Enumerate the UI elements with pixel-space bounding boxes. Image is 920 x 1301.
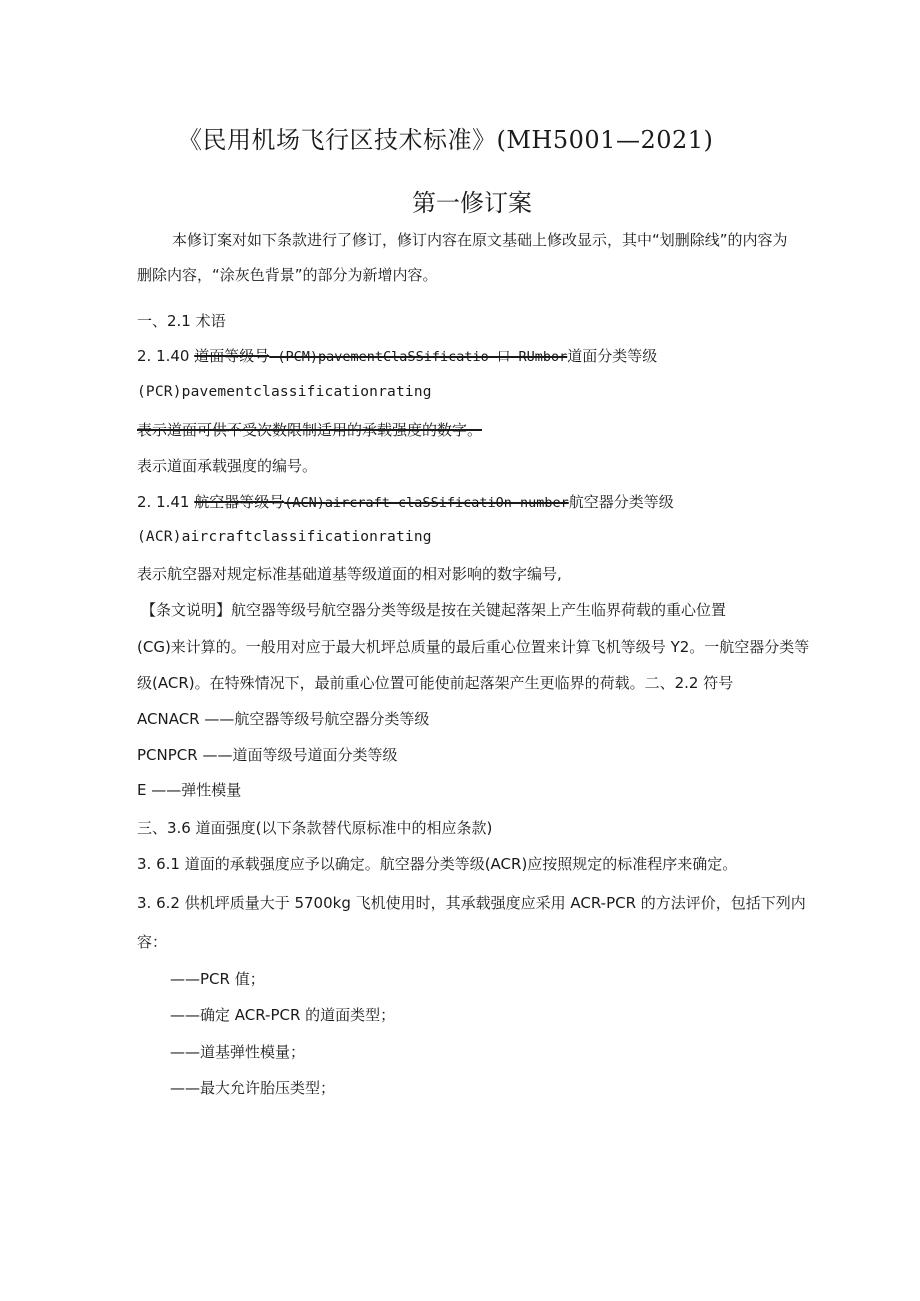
clause-3-6-2-line2: 容： <box>137 933 168 951</box>
deleted-term-en: (ACN)aircraft-claSSificatiOn-number <box>284 495 569 511</box>
list-item: ——PCR 值； <box>170 970 265 988</box>
clause-3-6-1: 3. 6.1 道面的承载强度应予以确定。航空器分类等级(ACR)应按照规定的标准程序来确定。 <box>137 855 738 873</box>
term-2-1-40 <box>137 346 657 367</box>
list-item: ——最大允许胎压类型； <box>170 1079 336 1097</box>
term-number: 2. 1.41 <box>137 493 195 511</box>
section3-heading: 三、3.6 道面强度(以下条款替代原标准中的相应条款) <box>137 819 493 837</box>
new-definition: 表示道面承载强度的编号。 <box>137 457 318 475</box>
deleted-term-en: -(PCM)pavementClaSSificatio 口 RUmbor <box>269 349 568 365</box>
clause-note-line1: 【条文说明】航空器等级号航空器分类等级是按在关键起落架上产生临界荷载的重心位置 <box>141 601 727 619</box>
symbol-e: E ——弹性模量 <box>137 781 242 799</box>
deleted-term-cn: 道面等级号 <box>194 347 270 365</box>
intro-paragraph-line1: 本修订案对如下条款进行了修订，修订内容在原文基础上修改显示，其中“划删除线”的内容为 <box>172 231 788 249</box>
symbol-pcr: PCNPCR ——道面等级号道面分类等级 <box>137 746 398 764</box>
new-term-cn: 道面分类等级 <box>567 347 658 365</box>
deleted-term-cn: 航空器等级号 <box>194 493 285 511</box>
new-term-cn: 航空器分类等级 <box>568 493 674 511</box>
section1-heading: 一、2.1 术语 <box>137 312 226 330</box>
clause-note-line2: (CG)来计算的。一般用对应于最大机坪总质量的最后重心位置来计算飞机等级号 Y2。一航空器分类等 <box>137 638 810 656</box>
new-term-en: (ACR)aircraftclassificationrating <box>137 529 432 545</box>
list-item: ——确定 ACR-PCR 的道面类型； <box>170 1006 396 1024</box>
list-item: ——道基弹性模量； <box>170 1043 306 1061</box>
document-subtitle: 第一修订案 <box>412 189 532 217</box>
term-2-1-41 <box>137 492 674 513</box>
intro-paragraph-line2: 删除内容，“涂灰色背景”的部分为新增内容。 <box>137 266 438 284</box>
clause-note-line3: 级(ACR)。在特殊情况下，最前重心位置可能使前起落架产生更临界的荷载。二、2.2 符号 <box>137 674 734 692</box>
symbol-acr: ACNACR ——航空器等级号航空器分类等级 <box>137 710 430 728</box>
document-title: 《民用机场飞行区技术标准》(MH5001—2021) <box>178 126 714 154</box>
term-definition: 表示航空器对规定标准基础道基等级道面的相对影响的数字编号, <box>137 565 562 583</box>
term-number: 2. 1.40 <box>137 347 195 365</box>
new-term-en: (PCR)pavementclassificationrating <box>137 384 432 400</box>
clause-3-6-2-line1: 3. 6.2 供机坪质量大于 5700kg 飞机使用时，其承载强度应采用 ACR-PCR 的方法评价，包括下列内 <box>137 894 806 912</box>
deleted-definition: 表示道面可供不受次数限制适用的承载强度的数字。 <box>137 421 483 439</box>
